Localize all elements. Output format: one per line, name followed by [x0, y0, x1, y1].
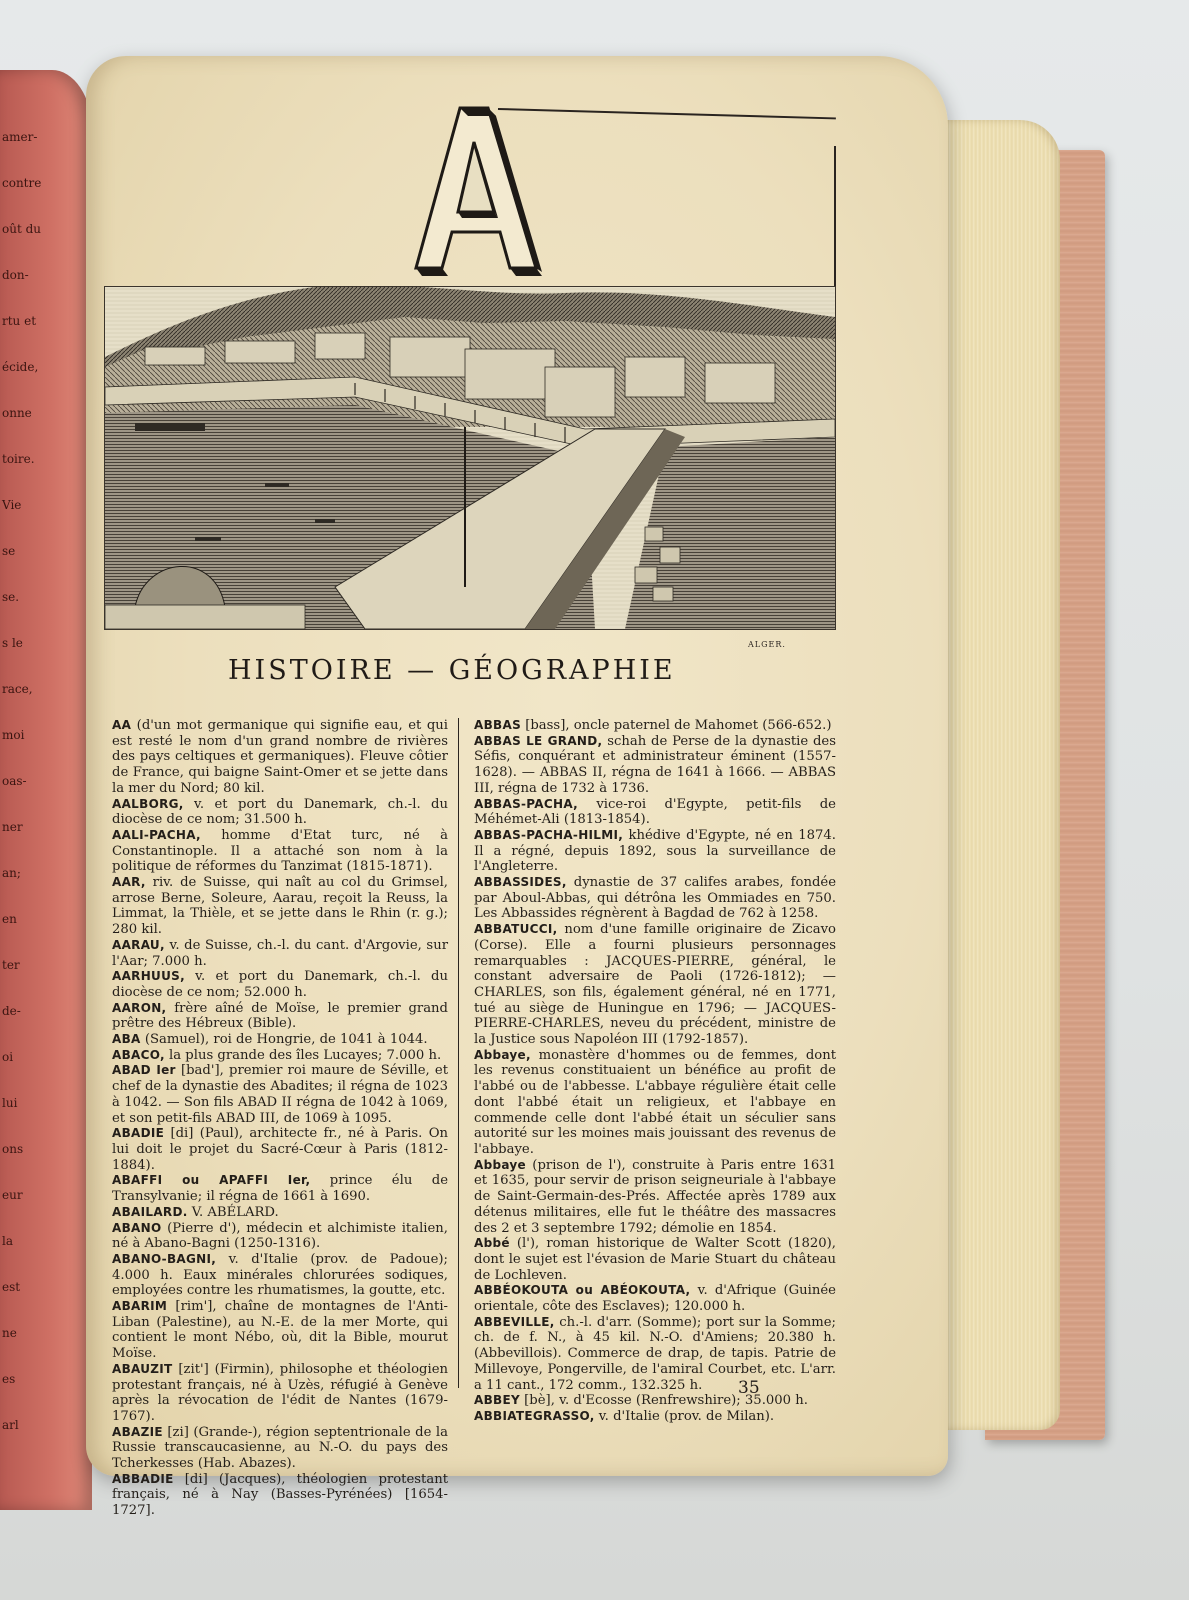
dictionary-entry [112, 1221, 448, 1252]
dictionary-entry [112, 969, 448, 1000]
entry-definition: riv. de Suisse, qui naît au col du Grimsel, arrose Berne, Soleure, Aarau, reçoit la Reuss, la Limmat, la Thièle, et se jette dans le Rhin (r. g.); 280 kil. [112, 875, 448, 938]
entry-headword: ABBADIE [112, 1471, 174, 1486]
dictionary-entry [474, 875, 836, 922]
entry-definition: v. et port du Danemark, ch.-l. du diocèse de ce nom; 31.500 h. [112, 796, 448, 828]
dictionary-entry [474, 1236, 836, 1283]
dictionary-entry [474, 828, 836, 875]
left-page-text-fragment: la [2, 1234, 13, 1248]
entry-headword: AARAU, [112, 937, 165, 952]
entry-headword: ABAILARD. [112, 1204, 188, 1219]
ornamental-letter [412, 100, 542, 280]
entry-definition: [zi] (Grande-), région septentrionale de la Russie transcaucasienne, au N.-O. du pays des Tcherkesses (Hab. Abazes). [112, 1424, 448, 1472]
entry-definition: [di] (Jacques), théologien protestant français, né à Nay (Basses-Pyrénées) [1654-1727]. [112, 1471, 448, 1519]
left-page-text-fragment: amer- [2, 130, 38, 144]
left-page-text-fragment: se. [2, 590, 20, 604]
harbor-engraving [104, 286, 836, 630]
entry-definition: prince élu de Transylvanie; il régna de 1661 à 1690. [112, 1173, 448, 1205]
left-page-text-fragment: eur [2, 1188, 23, 1202]
entry-definition: v. d'Afrique (Guinée orientale, côte des Esclaves); 120.000 h. [474, 1283, 836, 1315]
entry-definition: [rim'], chaîne de montagnes de l'Anti-Liban (Palestine), au N.-E. de la mer Morte, qui contient le mont Nébo, où, dit la Bible, mourut Moïse. [112, 1299, 448, 1362]
left-page-text-fragment: rtu et [2, 314, 37, 328]
entry-definition: [bè], v. d'Ecosse (Renfrewshire); 35.000 h. [519, 1393, 808, 1409]
page-block-edges [930, 120, 1060, 1430]
entry-definition: [bass], oncle paternel de Mahomet (566-652.) [521, 718, 832, 733]
dictionary-entry [474, 1283, 836, 1314]
letter-frame-right [834, 146, 836, 306]
left-page-text-fragment: se [2, 544, 16, 558]
entry-headword: ABBASSIDES, [474, 875, 567, 890]
dictionary-entry [474, 718, 836, 734]
left-page-text-fragment: arl [2, 1418, 19, 1432]
entry-headword: ABBEVILLE, [474, 1314, 555, 1329]
entry-definition: v. de Suisse, ch.-l. du cant. d'Argovie, sur l'Aar; 7.000 h. [112, 937, 448, 969]
entry-headword: AARHUUS, [112, 969, 185, 984]
entry-headword: ABBEY [474, 1393, 520, 1408]
entry-headword: AA [112, 718, 132, 732]
left-facing-page [0, 70, 92, 1510]
section-title: HISTOIRE — GÉOGRAPHIE [228, 655, 676, 686]
dictionary-entry [474, 734, 836, 797]
entry-definition: frère aîné de Moïse, le premier grand prêtre des Hébreux (Bible). [112, 1000, 448, 1032]
left-page-text-fragment: onne [2, 406, 32, 420]
entry-definition: (d'un mot germanique qui signifie eau, et qui est resté le nom d'un grand nombre de rivières des pays celtiques et germaniques). Fleuve côtier de France, qui baigne Saint-Omer et se jette dans la mer du Nord; 80 kil. [112, 718, 448, 796]
dictionary-entry [112, 828, 448, 875]
image-caption: ALGER. [748, 640, 786, 649]
entry-definition: vice-roi d'Egypte, petit-fils de Méhémet-Ali (1813-1854). [474, 796, 836, 828]
dictionary-entry [112, 875, 448, 938]
entry-headword: AAR, [112, 875, 146, 890]
entry-definition: v. d'Italie (prov. de Milan). [594, 1408, 775, 1424]
left-page-text-fragment: oi [2, 1050, 14, 1064]
page-number: 35 [738, 1378, 760, 1398]
entry-headword: ABARIM [112, 1299, 168, 1314]
entry-definition: (prison de l'), construite à Paris entre 1631 et 1635, pour servir de prison seigneuriale à l'abbaye de Saint-Germain-des-Prés. Affectée après 1789 aux détenus militaires, elle fut le théâtre des massacres des 2 et 3 septembre 1792; démolie en 1854. [474, 1157, 836, 1236]
dictionary-entry [112, 1299, 448, 1362]
entry-headword: ABAFFI ou APAFFI Ier, [112, 1173, 311, 1188]
entry-definition: dynastie de 37 califes arabes, fondée par Aboul-Abbas, qui détrôna les Ommiades en 750. Les Abbassides régnèrent à Bagdad de 762 à 1258. [474, 875, 836, 922]
entry-definition: homme d'Etat turc, né à Constantinople. Il a attaché son nom à la politique de réformes du Tanzimat (1815-1871). [112, 827, 448, 875]
left-page-text-fragment: est [2, 1280, 21, 1294]
entry-headword: ABBAS [474, 718, 522, 732]
left-page-text-fragment: es [2, 1372, 16, 1386]
dictionary-entry [474, 922, 836, 1048]
dictionary-entry [112, 1252, 448, 1299]
left-page-text-fragment: moi [2, 728, 25, 742]
left-page-text-fragment: an; [2, 866, 21, 880]
dictionary-entry [474, 1409, 836, 1425]
left-page-text-fragment: ons [2, 1142, 24, 1156]
dictionary-entry [474, 797, 836, 828]
entry-definition: [bad'], premier roi maure de Séville, et chef de la dynastie des Abadites; il régna de 1023 à 1042. — Son fils ABAD II régna de 1042 à 1069, et son petit-fils ABAD III, de 1069 à 1095. [112, 1063, 449, 1126]
dictionary-entry [112, 718, 448, 797]
dictionary-entry [112, 1173, 448, 1204]
entry-headword: ABBÉOKOUTA ou ABÉOKOUTA, [474, 1283, 691, 1298]
entry-headword: ABANO-BAGNI, [112, 1251, 217, 1266]
entry-headword: AALI-PACHA, [112, 827, 201, 842]
column-divider [458, 718, 459, 1388]
dictionary-entry [112, 1472, 448, 1519]
left-page-text-fragment: oas- [2, 774, 27, 788]
entry-headword: ABBAS-PACHA, [474, 796, 578, 811]
entry-headword: AALBORG, [112, 796, 184, 811]
left-page-text-fragment: ter [2, 958, 20, 972]
left-page-text-fragment: s le [2, 636, 23, 650]
dictionary-entry [112, 1001, 448, 1032]
column-right [474, 718, 836, 1425]
entry-definition: (l'), roman historique de Walter Scott (1820), dont le sujet est l'évasion de Marie Stuart du château de Lochleven. [474, 1236, 836, 1283]
entry-headword: ABADIE [112, 1126, 165, 1141]
entry-headword: ABBATUCCI, [474, 922, 558, 937]
dictionary-entry [474, 1393, 836, 1409]
left-page-text-fragment: ner [2, 820, 23, 834]
entry-definition: [di] (Paul), architecte fr., né à Paris. On lui doit le projet du Sacré-Cœur à Paris (1812-1884). [112, 1126, 448, 1173]
entry-definition: la plus grande des îles Lucayes; 7.000 h. [164, 1047, 442, 1063]
dictionary-entry [112, 797, 448, 828]
entry-definition: v. et port du Danemark, ch.-l. du diocèse de ce nom; 52.000 h. [112, 969, 448, 1000]
entry-definition: (Samuel), roi de Hongrie, de 1041 à 1044. [140, 1032, 428, 1048]
dictionary-entry [112, 1205, 448, 1221]
dictionary-entry [474, 1315, 836, 1394]
dictionary-entry [112, 1425, 448, 1472]
left-page-text-fragment: toire. [2, 452, 35, 466]
dictionary-entry [112, 1063, 448, 1126]
entry-definition: ch.-l. d'arr. (Somme); port sur la Somme; ch. de f. N., à 45 kil. N.-O. d'Amiens; 20.380 h. (Abbevillois). Commerce de drap, de tapis. Patrie de Millevoye, Pongerville, de l'amiral Courbet, etc. L'arr. a 11 cant., 172 comm., 132.325 h. [474, 1314, 836, 1393]
left-page-text-fragment: oût du [2, 222, 41, 236]
left-page-text-fragment: don- [2, 268, 29, 282]
dictionary-entry [474, 1158, 836, 1237]
column-left [112, 718, 448, 1519]
left-page-text-fragment: écide, [2, 360, 39, 374]
entry-headword: ABANO [112, 1220, 162, 1235]
entry-headword: ABAZIE [112, 1424, 163, 1439]
entry-headword: ABAD Ier [112, 1063, 176, 1078]
entry-definition: [zit'] (Firmin), philosophe et théologien protestant français, né à Uzès, réfugié à Genève après la révocation de l'édit de Nantes (1679-1767). [112, 1361, 448, 1424]
entry-headword: ABA [112, 1032, 141, 1047]
left-page-text-fragment: contre [2, 176, 42, 190]
left-page-text-fragment: en [2, 912, 17, 926]
dictionary-entry [474, 1048, 836, 1158]
entry-definition: monastère d'hommes ou de femmes, dont les revenus constituaient un bénéfice au profit de l'abbé ou de l'abbesse. L'abbaye régulière était celle dont l'abbé était un religieux, et l'abbaye en commende celle dont l'abbé était un séculier sans autorité sur les moines mais jouissant des revenus de l'abbaye. [474, 1047, 836, 1157]
entry-definition: nom d'une famille originaire de Zicavo (Corse). Elle a fourni plusieurs personnages remarquables : JACQUES-PIERRE, général, le constant adversaire de Paoli (1726-1812); — CHARLES, son fils, également général, né en 1771, tué au siège de Huningue en 1796; — JACQUES-PIERRE-CHARLES, neveu du précédent, ministre de la Justice sous Napoléon III (1792-1857). [474, 922, 836, 1048]
entry-headword: ABACO, [112, 1047, 165, 1062]
entry-definition: V. ABÉLARD. [187, 1204, 279, 1220]
entry-headword: Abbaye [474, 1157, 526, 1172]
dictionary-entry [112, 1048, 448, 1064]
entry-headword: Abbé [474, 1236, 510, 1251]
entry-headword: AARON, [112, 1000, 167, 1015]
left-page-text-fragment: Vie [2, 498, 22, 512]
entry-definition: schah de Perse de la dynastie des Séfis, conquérant et administrateur éminent (1557-1628). — ABBAS II, régna de 1641 à 1666. — ABBAS III, régna de 1732 à 1736. [474, 733, 836, 796]
left-page-text-fragment: lui [2, 1096, 18, 1110]
dictionary-entry [112, 938, 448, 969]
entry-definition: khédive d'Egypte, né en 1874. Il a régné, depuis 1892, sous la surveillance de l'Angleterre. [474, 827, 836, 875]
entry-headword: ABBAS-PACHA-HILMI, [474, 827, 624, 842]
left-page-text-fragment: race, [2, 682, 33, 696]
entry-definition: v. d'Italie (prov. de Padoue); 4.000 h. Eaux minérales chlorurées sodiques, employées contre les rhumatismes, la goutte, etc. [112, 1251, 448, 1299]
dictionary-entry [112, 1362, 448, 1425]
entry-headword: ABAUZIT [112, 1361, 173, 1376]
entry-headword: ABBIATEGRASSO, [474, 1408, 595, 1423]
left-page-text-fragment: ne [2, 1326, 17, 1340]
entry-definition: (Pierre d'), médecin et alchimiste italien, né à Abano-Bagni (1250-1316). [112, 1220, 448, 1252]
left-page-text-fragment: de- [2, 1004, 21, 1018]
dictionary-entry [112, 1032, 448, 1048]
dictionary-entry [112, 1126, 448, 1173]
entry-headword: ABBAS LE GRAND, [474, 733, 603, 748]
entry-headword: Abbaye, [474, 1047, 531, 1062]
